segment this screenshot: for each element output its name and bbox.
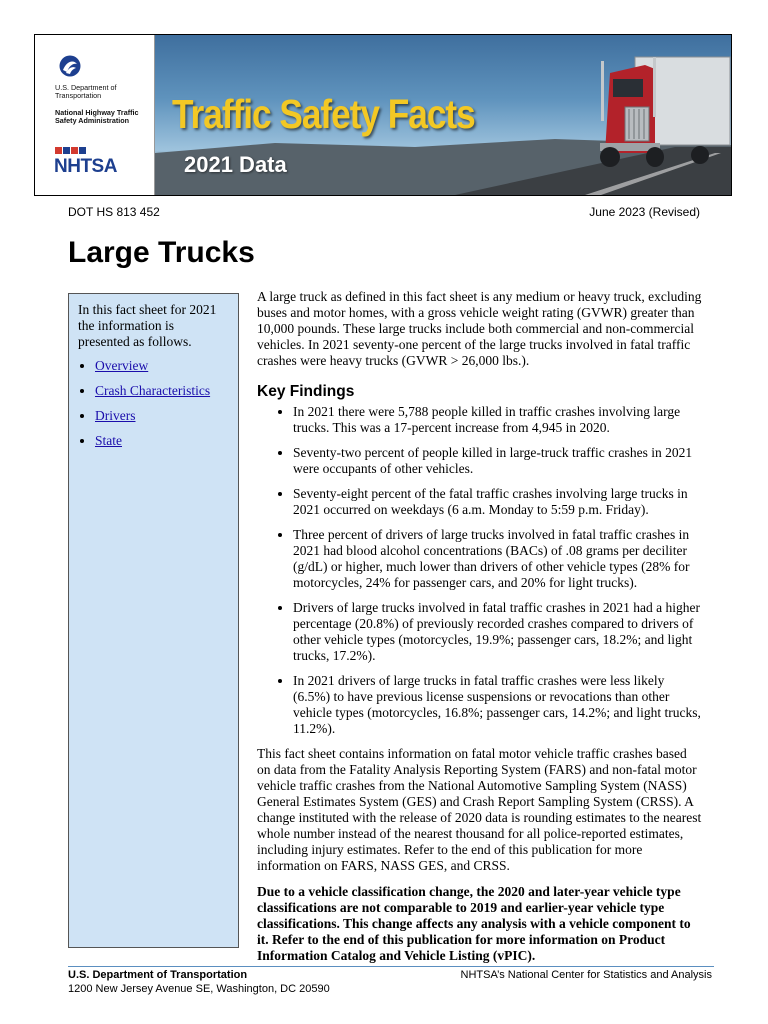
footer-divider bbox=[68, 966, 714, 967]
agency-name: National Highway Traffic Safety Administration bbox=[55, 108, 139, 125]
page-title: Large Trucks bbox=[68, 236, 255, 269]
nhtsa-logo: NHTSA bbox=[54, 156, 117, 177]
list-item bbox=[95, 408, 228, 424]
link-overview[interactable]: Overview bbox=[95, 358, 149, 373]
finding-item: • Seventy-two percent of people killed in large-truck traffic crashes in 2021 were occupants of other vehicles. bbox=[293, 445, 702, 477]
contents-sidebar bbox=[68, 293, 239, 948]
contents-list bbox=[78, 358, 228, 449]
dot-logo-icon bbox=[59, 55, 81, 77]
footer-org: U.S. Department of Transportation bbox=[68, 969, 248, 981]
agency-block bbox=[35, 35, 155, 195]
footer-address: 1200 New Jersey Avenue SE, Washington, DC 20590 bbox=[68, 983, 330, 995]
doc-number: DOT HS 813 452 bbox=[68, 205, 160, 219]
publication-date: June 2023 (Revised) bbox=[589, 205, 700, 219]
data-sources-paragraph: This fact sheet contains information on fatal motor vehicle traffic crashes based on data from the Fatality Analysis Reporting System (FARS) and non-fatal motor vehicle traffic crashes from the National Automotive Sampling System (NASS) General Estimates System (GES) and Crash Report Sampling System (CRSS). A change instituted with the release of 2020 data is rounding estimates to the nearest whole number instead of the nearest thousand for all police-reported estimates, including injury estimates. Refer to the end of this publication for more information on FARS, NASS GES, and CRSS. bbox=[257, 746, 702, 873]
footer-center-name: NHTSA’s National Center for Statistics and Analysis bbox=[460, 969, 712, 981]
finding-item: • Seventy-eight percent of the fatal traffic crashes involving large trucks in 2021 occurred on weekdays (6 a.m. Monday to 5:59 p.m. Friday). bbox=[293, 486, 702, 518]
link-state[interactable]: State bbox=[95, 433, 122, 448]
finding-item: • Three percent of drivers of large trucks involved in fatal traffic crashes in 2021 had blood alcohol concentrations (BACs) of .08 grams per deciliter (g/dL) or higher, much lower than drivers of other vehicle types (28% for motorcycles, 24% for passenger cars, and 20% for light trucks). bbox=[293, 527, 702, 591]
list-item bbox=[95, 433, 228, 449]
banner-subtitle: 2021 Data bbox=[184, 152, 287, 177]
classification-note: Due to a vehicle classification change, the 2020 and later-year vehicle type classifications are not comparable to 2019 and earlier-year vehicle type classifications. This change affects any analysis with a vehicle component to it. Refer to the end of this publication for more information on Product Information Catalog and Vehicle Listing (vPIC). bbox=[257, 884, 691, 963]
list-item bbox=[95, 383, 228, 399]
main-content bbox=[257, 289, 702, 964]
link-crash-characteristics[interactable]: Crash Characteristics bbox=[95, 383, 211, 398]
link-drivers[interactable]: Drivers bbox=[95, 408, 136, 423]
banner-photo bbox=[155, 35, 732, 195]
finding-item: • In 2021 there were 5,788 people killed in traffic crashes involving large trucks. This was a 17-percent increase from 4,945 in 2020. bbox=[293, 404, 702, 436]
sidebar-intro: In this fact sheet for 2021 the information is presented as follows. bbox=[78, 302, 217, 349]
banner-title: Traffic Safety Facts bbox=[172, 91, 475, 137]
finding-item: • Drivers of large trucks involved in fatal traffic crashes in 2021 had a higher percentage (20.8%) of previously recorded crashes compared to drivers of other vehicle types (motorcycles, 19.9%; passenger cars, 18.2%; and light trucks, 17.2%). bbox=[293, 600, 702, 664]
header-banner bbox=[34, 34, 732, 196]
key-findings-heading: Key Findings bbox=[257, 383, 355, 400]
key-findings-list bbox=[257, 404, 702, 737]
intro-paragraph: A large truck as defined in this fact sheet is any medium or heavy truck, excluding buses and motor homes, with a gross vehicle weight rating (GVWR) greater than 10,000 pounds. These large trucks include both commercial and non-commercial vehicles. In 2021 seventy-one percent of the large trucks involved in fatal traffic crashes were heavy trucks (GVWR > 26,000 lbs.). bbox=[257, 289, 702, 368]
list-item bbox=[95, 358, 228, 374]
dept-name: U.S. Department of Transportation bbox=[55, 83, 117, 100]
finding-item: • In 2021 drivers of large trucks in fatal traffic crashes were less likely (6.5%) to have previous license suspensions or revocations than other vehicle types (motorcycles, 16.8%; passenger cars, 14.2%; and light trucks, 11.2%). bbox=[293, 673, 702, 737]
